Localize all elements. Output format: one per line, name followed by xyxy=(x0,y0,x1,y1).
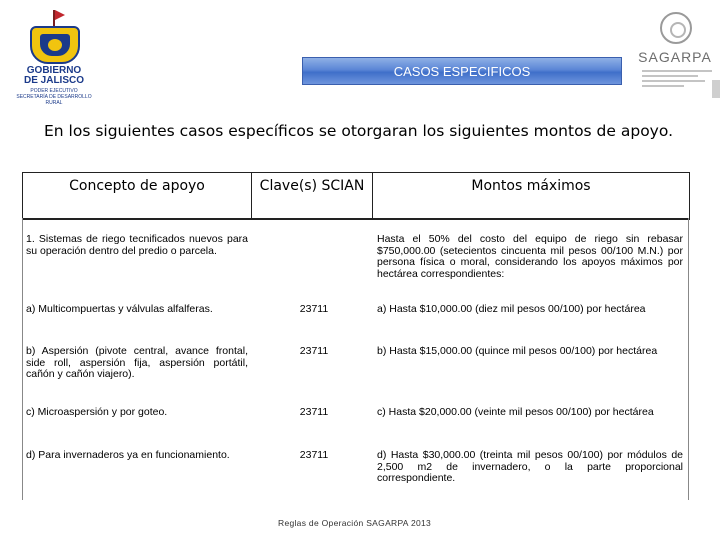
row-5-concepto: d) Para invernaderos ya en funcionamiento. xyxy=(26,449,230,461)
sagarpa-subtitle-lines xyxy=(642,70,712,90)
table-right-border xyxy=(688,218,689,500)
jalisco-logo-subtext: PODER EJECUTIVO SECRETARÍA DE DESARROLLO RURAL xyxy=(16,88,92,106)
banner-title: CASOS ESPECIFICOS xyxy=(393,63,531,79)
sagarpa-logo xyxy=(632,6,718,98)
row-3-concepto: b) Aspersión (pivote central, avance frontal, side roll, aspersión fija, aspersión portátil, cañón y cañón viajero). xyxy=(26,345,248,381)
row-2-monto: a) Hasta $10,000.00 (diez mil pesos 00/100) por hectárea xyxy=(377,303,646,315)
title-banner xyxy=(302,57,622,85)
header-montos: Montos máximos xyxy=(471,178,591,194)
table-left-border xyxy=(22,218,23,500)
row-5-monto: d) Hasta $30,000.00 (treinta mil pesos 00/100) por módulos de 2,500 m2 de invernadero, o la parte proporcional correspondiente. xyxy=(377,449,683,485)
intro-paragraph: En los siguientes casos específicos se otorgaran los siguientes montos de apoyo. xyxy=(44,122,673,140)
row-1-concepto: 1. Sistemas de riego tecnificados nuevos para su operación dentro del predio o parcela. xyxy=(26,233,248,257)
row-1-monto: Hasta el 50% del costo del equipo de riego sin rebasar $750,000.00 (setecientos cincuenta mil pesos 00/100 M.N.) por persona física o moral, considerando los apoyos máximos por hectárea correspondientes: xyxy=(377,233,683,280)
jalisco-logo-text: GOBIERNO DE JALISCO xyxy=(23,65,84,86)
header-clave: Clave(s) SCIAN xyxy=(259,178,365,194)
header-concepto: Concepto de apoyo xyxy=(69,178,205,194)
jalisco-logo xyxy=(8,4,100,104)
row-4-concepto: c) Microaspersión y por goteo. xyxy=(26,406,168,418)
flag-icon xyxy=(55,10,65,20)
row-4-clave: 23711 xyxy=(299,406,329,418)
row-3-clave: 23711 xyxy=(299,345,329,357)
row-2-clave: 23711 xyxy=(299,303,329,315)
row-5-clave: 23711 xyxy=(299,449,329,461)
decorative-edge xyxy=(712,80,720,98)
coat-of-arms-icon xyxy=(30,26,80,64)
sagarpa-name: SAGARPA xyxy=(638,49,712,65)
row-3-monto: b) Hasta $15,000.00 (quince mil pesos 00/100) por hectárea xyxy=(377,345,658,357)
row-4-monto: c) Hasta $20,000.00 (veinte mil pesos 00/100) por hectárea xyxy=(377,406,654,418)
mexico-seal-icon xyxy=(660,12,692,44)
footer-text: Reglas de Operación SAGARPA 2013 xyxy=(278,518,432,528)
support-amounts-table xyxy=(22,172,690,508)
row-2-concepto: a) Multicompuertas y válvulas alfalferas. xyxy=(26,303,213,315)
